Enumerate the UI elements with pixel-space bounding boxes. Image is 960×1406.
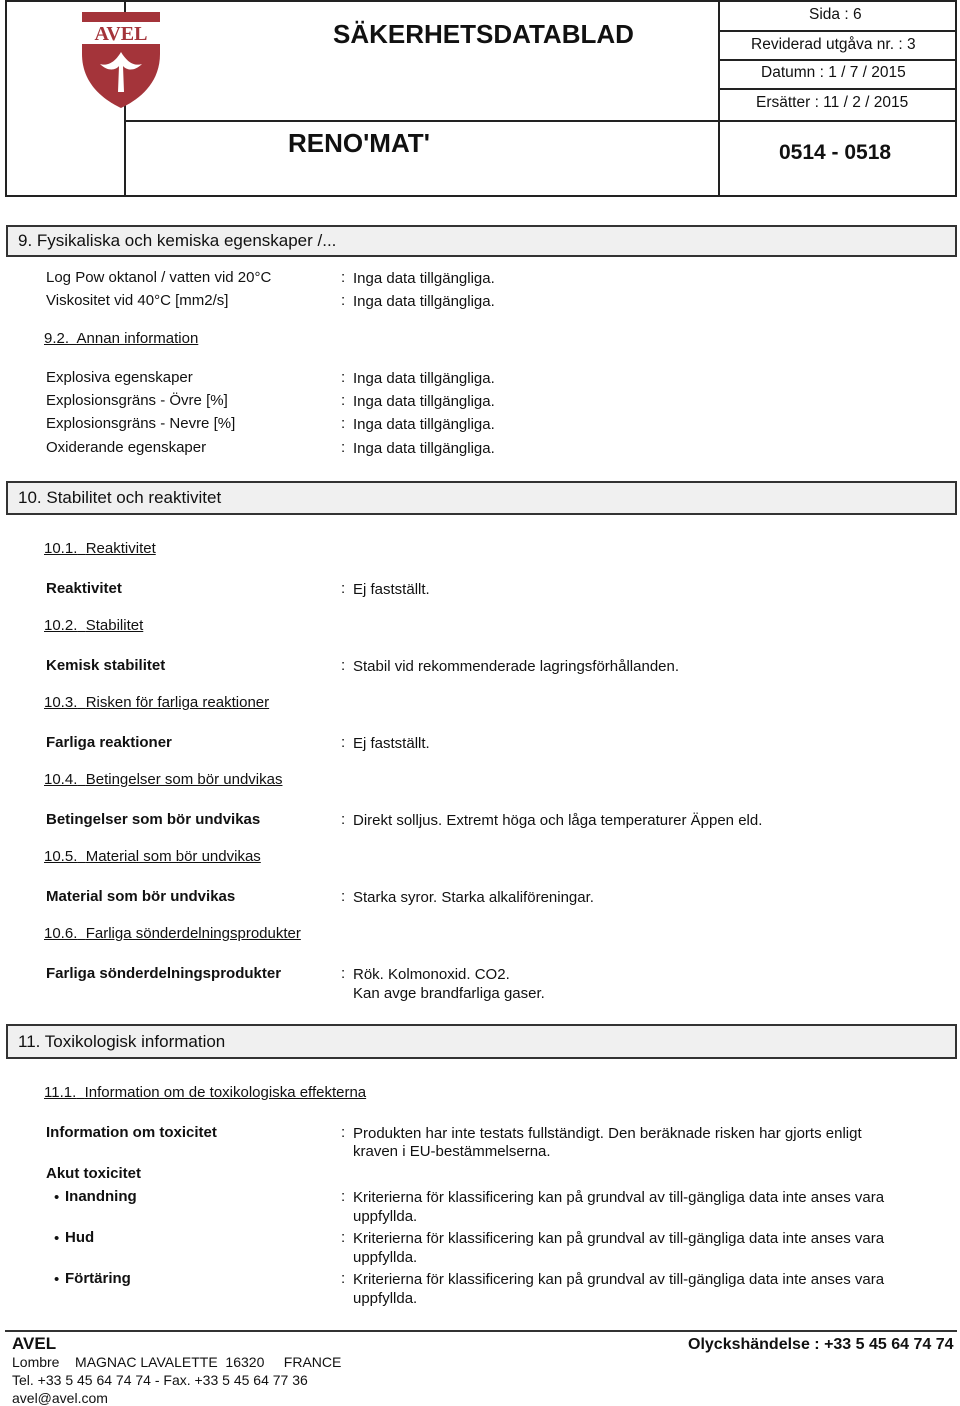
separator: :	[341, 1188, 346, 1205]
subsection-title: Material som bör undvikas	[85, 848, 261, 865]
product-name: RENO'MAT'	[288, 128, 430, 158]
revision-number: Reviderad utgåva nr. : 3	[751, 36, 916, 53]
subsection-title: Annan information	[76, 330, 199, 347]
page-title: SÄKERHETSDATABLAD	[333, 19, 634, 49]
property-label: Farliga reaktioner	[46, 734, 172, 751]
subsection-number: 10.5.	[44, 848, 78, 865]
toxicity-route-label: Hud	[65, 1229, 95, 1246]
property-value: Inga data tillgängliga.	[353, 416, 495, 433]
separator: :	[341, 292, 346, 309]
property-value-continued: kraven i EU-bestämmelserna.	[353, 1143, 551, 1160]
subsection-10-2	[44, 617, 143, 634]
property-value: Inga data tillgängliga.	[353, 270, 495, 287]
footer-phone-fax: Tel. +33 5 45 64 74 74 - Fax. +33 5 45 64 77 36	[12, 1372, 308, 1388]
subsection-title: Reaktivitet	[85, 540, 156, 557]
property-value-continued: uppfyllda.	[353, 1249, 418, 1266]
subsection-number: 10.1.	[44, 540, 78, 557]
replaces-date: Ersätter : 11 / 2 / 2015	[756, 94, 909, 111]
property-value: Inga data tillgängliga.	[353, 393, 495, 410]
property-value: Inga data tillgängliga.	[353, 293, 495, 310]
subsection-10-3	[44, 694, 269, 711]
bullet: •	[54, 1230, 60, 1247]
property-label: Information om toxicitet	[46, 1124, 217, 1141]
footer-emergency-phone: Olyckshändelse : +33 5 45 64 74 74	[688, 1336, 954, 1353]
subsection-title: Farliga sönderdelningsprodukter	[85, 925, 301, 942]
property-value: Ej fastställt.	[353, 735, 430, 752]
property-label: Material som bör undvikas	[46, 888, 236, 905]
footer-address: Lombre MAGNAC LAVALETTE 16320 FRANCE	[12, 1354, 342, 1370]
property-value: Kriterierna för klassificering kan på grundval av till-gängliga data inte anses vara	[353, 1189, 885, 1206]
separator: :	[341, 734, 346, 751]
subsection-10-4	[44, 771, 282, 788]
separator: :	[341, 1229, 346, 1246]
page-number: Sida : 6	[809, 6, 862, 23]
footer-email: avel@avel.com	[12, 1390, 108, 1406]
property-label: Explosiva egenskaper	[46, 369, 193, 386]
property-label: Farliga sönderdelningsprodukter	[46, 965, 282, 982]
product-code: 0514 - 0518	[779, 141, 892, 164]
property-label: Oxiderande egenskaper	[46, 439, 207, 456]
property-value-continued: Kan avge brandfarliga gaser.	[353, 985, 545, 1002]
property-value: Kriterierna för klassificering kan på grundval av till-gängliga data inte anses vara	[353, 1230, 885, 1247]
acute-toxicity-label: Akut toxicitet	[46, 1165, 142, 1182]
property-value: Kriterierna för klassificering kan på grundval av till-gängliga data inte anses vara	[353, 1271, 885, 1288]
svg-text:AVEL: AVEL	[94, 23, 148, 45]
property-value: Stabil vid rekommenderade lagringsförhållanden.	[353, 658, 680, 675]
separator: :	[341, 439, 346, 456]
footer-company: AVEL	[12, 1334, 57, 1353]
section-9-header: 9. Fysikaliska och kemiska egenskaper /...	[6, 225, 957, 257]
subsection-number: 10.6.	[44, 925, 78, 942]
bullet: •	[54, 1271, 60, 1288]
separator: :	[341, 1270, 346, 1287]
footer-divider	[5, 1330, 957, 1332]
separator: :	[341, 657, 346, 674]
subsection-10-5	[44, 848, 261, 865]
subsection-title: Stabilitet	[85, 617, 144, 634]
toxicity-route-label: Förtäring	[65, 1270, 131, 1287]
separator: :	[341, 269, 346, 286]
subsection-10-1	[44, 540, 156, 557]
property-value: Direkt solljus. Extremt höga och låga temperaturer Äppen eld.	[353, 812, 763, 829]
property-label: Log Pow oktanol / vatten vid 20°C	[46, 269, 272, 286]
property-value: Rök. Kolmonoxid. CO2.	[353, 966, 510, 983]
bullet: •	[54, 1189, 60, 1206]
property-value: Inga data tillgängliga.	[353, 440, 495, 457]
separator: :	[341, 888, 346, 905]
property-label: Explosionsgräns - Övre [%]	[46, 392, 228, 409]
revision-date: Datumn : 1 / 7 / 2015	[761, 64, 906, 81]
property-label: Viskositet vid 40°C [mm2/s]	[46, 292, 229, 309]
subsection-title: Betingelser som bör undvikas	[85, 771, 283, 788]
separator: :	[341, 392, 346, 409]
property-value: Starka syror. Starka alkaliföreningar.	[353, 889, 594, 906]
section-10-header: 10. Stabilitet och reaktivitet	[6, 481, 957, 515]
separator: :	[341, 811, 346, 828]
subsection-number: 9.2.	[44, 330, 70, 347]
separator: :	[341, 580, 346, 597]
separator: :	[341, 369, 346, 386]
property-value: Produkten har inte testats fullständigt. Den beräknade risken har gjorts enligt	[353, 1125, 862, 1142]
subsection-10-6	[44, 925, 301, 942]
property-label: Reaktivitet	[46, 580, 122, 597]
subsection-number: 11.1.	[44, 1084, 77, 1101]
property-value-continued: uppfyllda.	[353, 1290, 418, 1307]
property-label: Explosionsgräns - Nevre [%]	[46, 415, 236, 432]
property-label: Betingelser som bör undvikas	[46, 811, 261, 828]
property-label: Kemisk stabilitet	[46, 657, 166, 674]
subsection-number: 10.4.	[44, 771, 78, 788]
subsection-number: 10.2.	[44, 617, 78, 634]
avel-logo	[78, 8, 164, 112]
property-value: Inga data tillgängliga.	[353, 370, 495, 387]
subsection-9-2	[44, 330, 198, 347]
separator: :	[341, 965, 346, 982]
property-value-continued: uppfyllda.	[353, 1208, 418, 1225]
subsection-title: Risken för farliga reaktioner	[85, 694, 270, 711]
subsection-title: Information om de toxikologiska effekterna	[84, 1084, 367, 1101]
separator: :	[341, 1124, 346, 1141]
section-11-header: 11. Toxikologisk information	[6, 1024, 957, 1059]
property-value: Ej fastställt.	[353, 581, 430, 598]
toxicity-route-label: Inandning	[65, 1188, 137, 1205]
subsection-number: 10.3.	[44, 694, 78, 711]
separator: :	[341, 415, 346, 432]
subsection-11-1	[44, 1084, 366, 1101]
